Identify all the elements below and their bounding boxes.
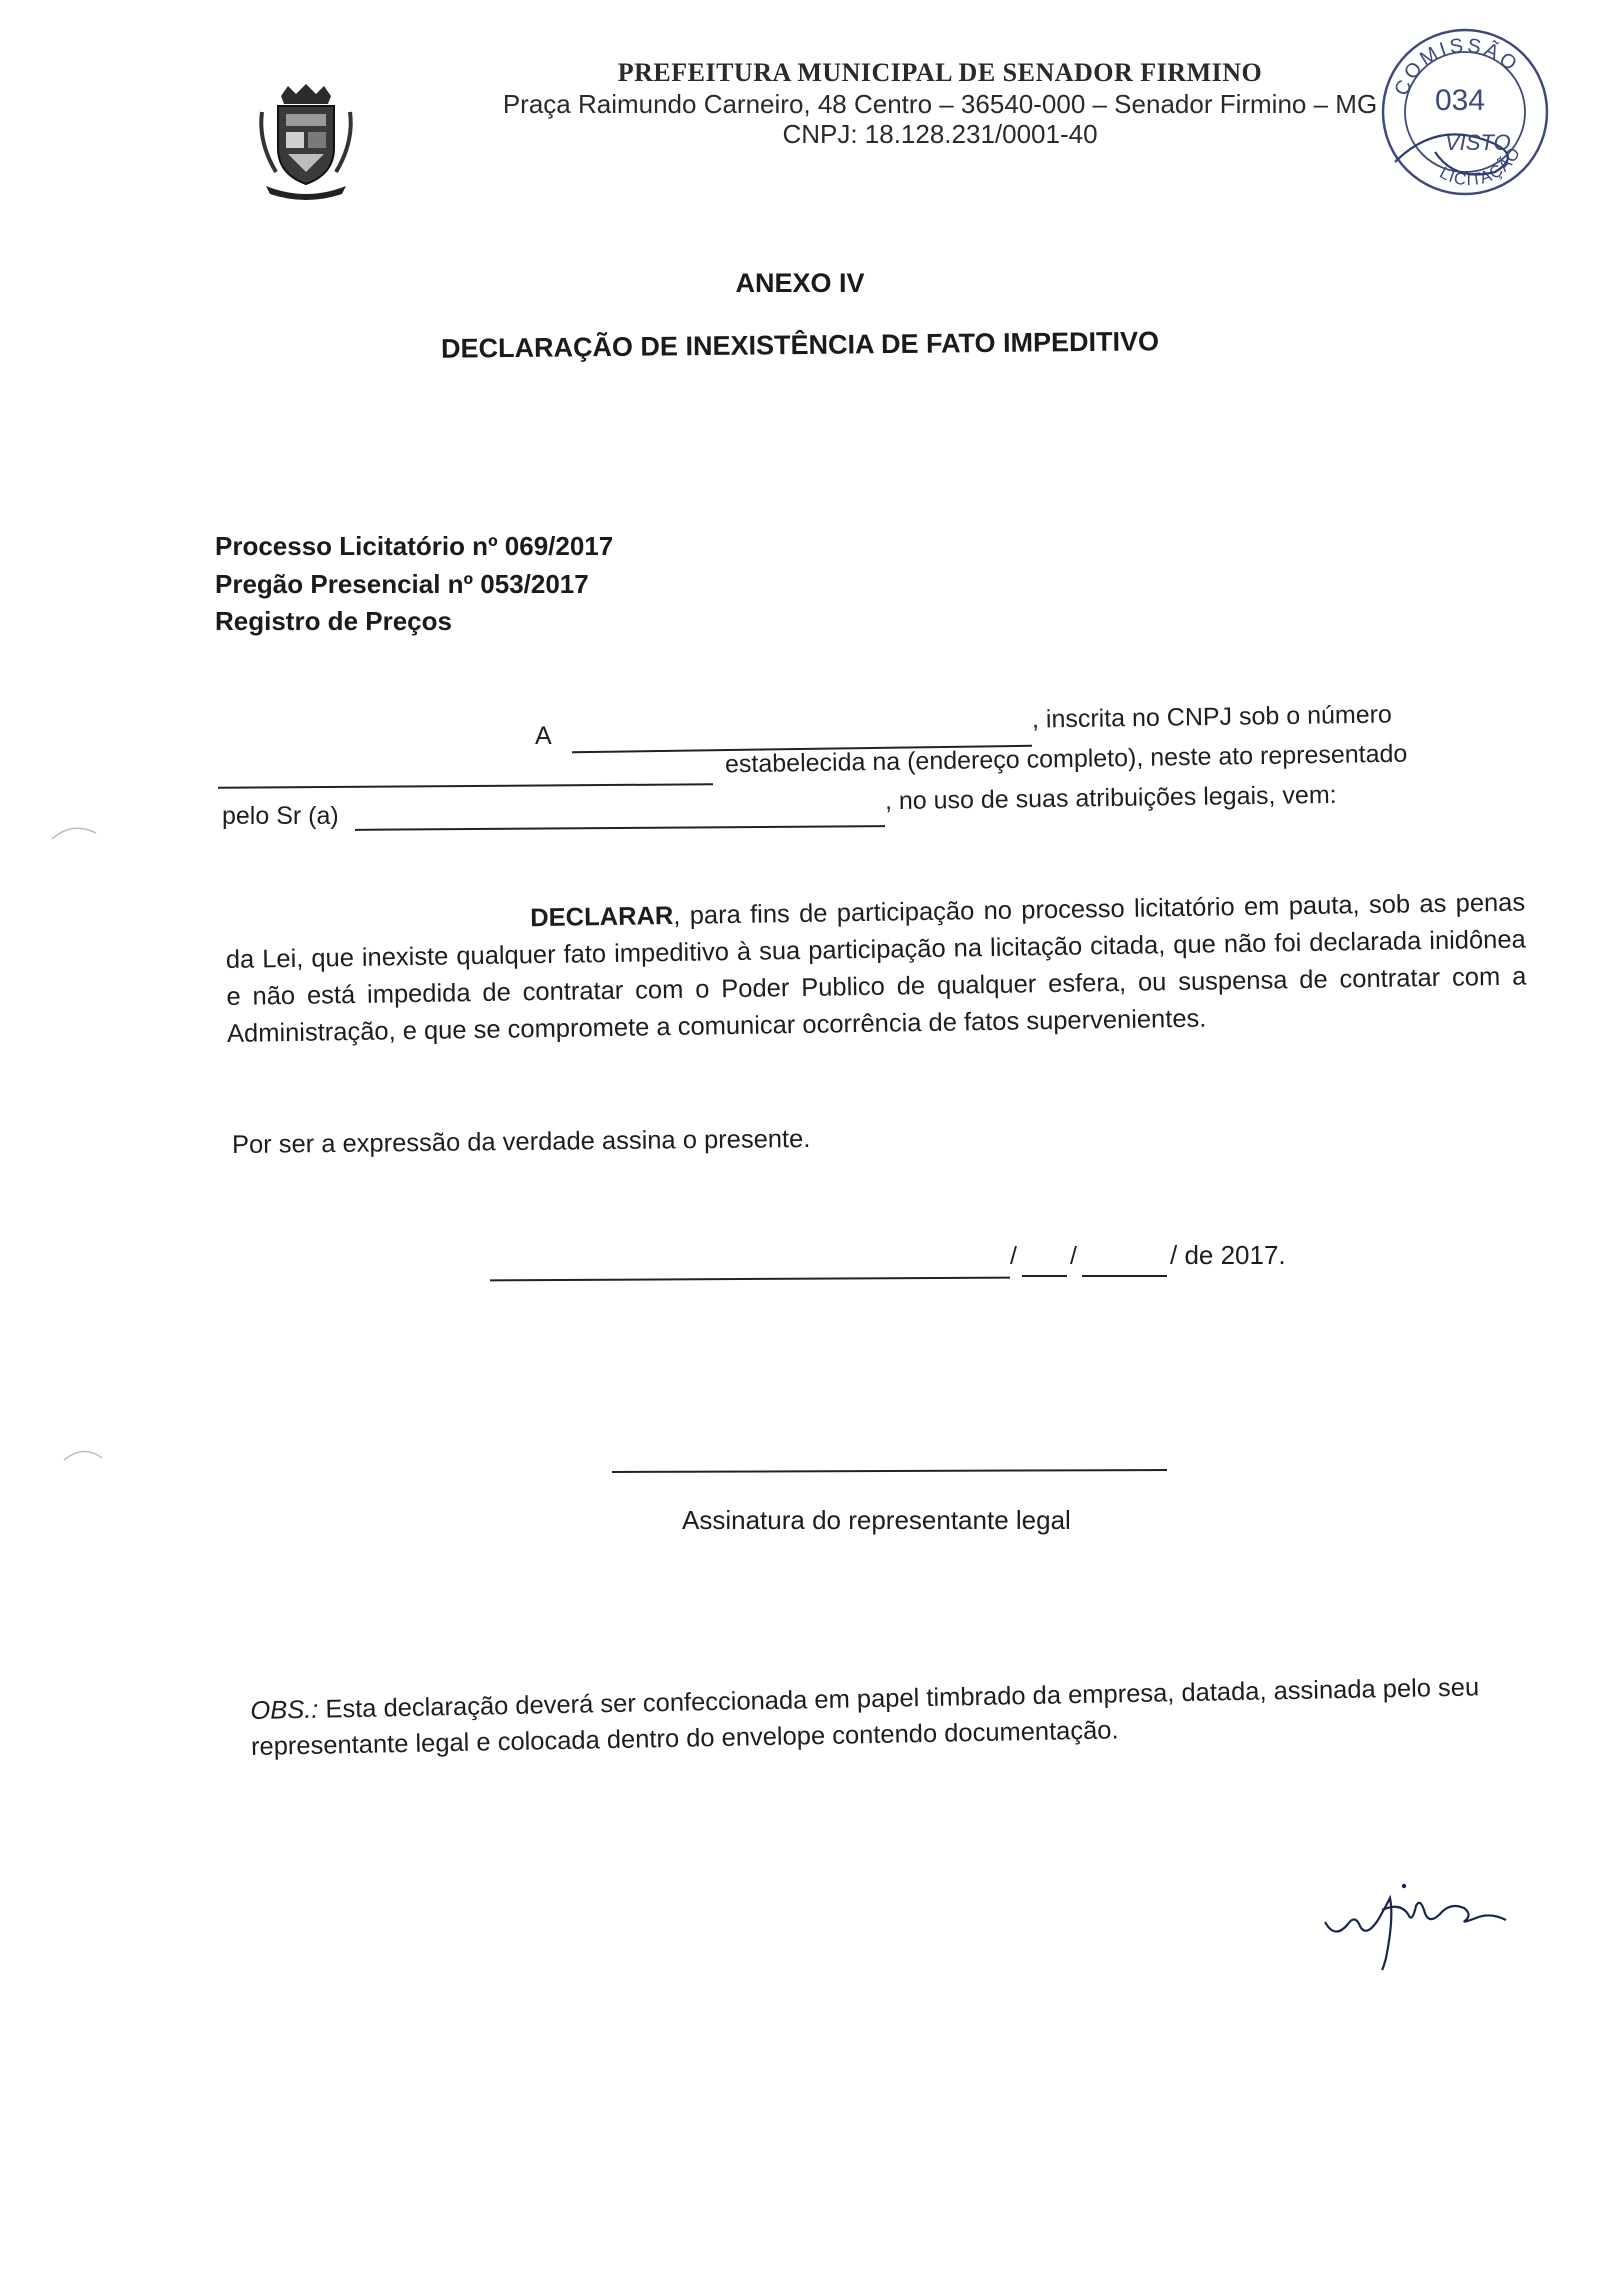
company-a-label: A — [535, 722, 552, 750]
stamp-middle-text: VISTO — [1445, 130, 1511, 155]
hole-punch-mark — [62, 1440, 122, 1470]
declaration-paragraph — [225, 885, 1527, 1053]
month-blank[interactable] — [1082, 1275, 1167, 1277]
date-separator-1: / — [1010, 1242, 1017, 1270]
municipal-crest-logo — [256, 82, 356, 202]
letterhead — [440, 58, 1440, 150]
institution-cnpj: CNPJ: 18.128.231/0001-40 — [782, 119, 1098, 150]
stamp-top-text: COMISSÃO — [1390, 34, 1524, 99]
declaration-title: DECLARAÇÃO DE INEXISTÊNCIA DE FATO IMPEDITIVO — [440, 326, 1160, 364]
declaration-lead: DECLARAR — [530, 901, 674, 933]
handwritten-initials — [1320, 1862, 1520, 1972]
place-blank[interactable] — [490, 1277, 1010, 1282]
cnpj-number-blank[interactable] — [218, 783, 713, 788]
obs-label: OBS.: — [250, 1695, 319, 1725]
process-number: Processo Licitatório nº 069/2017 — [215, 531, 614, 561]
cnpj-registration-text: , inscrita no CNPJ sob o número — [1031, 700, 1393, 734]
declaration-body: , para fins de participação no processo licitatório em pauta, sob as penas da Lei, que inexiste qualquer fato impeditivo à sua participação na licitação citada, que não foi declarada inidônea e não está impedida de contratar com o Poder Publico de qualquer esfera, ou suspensa de contratar com a Administração, e que se compromete a comunicar ocorrência de fatos supervenientes. — [225, 888, 1527, 1048]
obs-text: Esta declaração deverá ser confeccionada em papel timbrado da empresa, datada, assinada pelo seu representante legal e colocada dentro do envelope contendo documentação. — [250, 1673, 1480, 1761]
observation-note — [250, 1668, 1551, 1765]
address-text: estabelecida na (endereço completo), neste ato representado — [724, 739, 1408, 779]
annex-title: ANEXO IV — [735, 268, 865, 298]
signature-line[interactable] — [612, 1469, 1167, 1473]
representative-label: pelo Sr (a) — [222, 802, 339, 830]
date-separator-2: / — [1070, 1242, 1077, 1270]
legal-powers-text: , no uso de suas atribuições legais, vem: — [884, 780, 1337, 816]
stamp-bottom-text: LICITAÇÃO — [1436, 143, 1525, 190]
signature-caption: Assinatura do representante legal — [682, 1505, 1071, 1535]
closing-statement: Por ser a expressão da verdade assina o presente. — [231, 1124, 811, 1160]
hole-punch-mark — [50, 815, 110, 845]
date-year-suffix: / de 2017. — [1170, 1240, 1286, 1270]
institution-address: Praça Raimundo Carneiro, 48 Centro – 36540-000 – Senador Firmino – MG — [502, 88, 1378, 119]
stamp-number: 034 — [1435, 84, 1486, 117]
process-info — [215, 528, 613, 641]
representative-name-blank[interactable] — [355, 825, 885, 831]
day-blank[interactable] — [1022, 1275, 1067, 1277]
institution-name: PREFEITURA MUNICIPAL DE SENADOR FIRMINO — [617, 58, 1263, 87]
price-registry: Registro de Preços — [215, 606, 452, 637]
auction-number: Pregão Presencial nº 053/2017 — [215, 568, 589, 599]
commission-stamp — [1375, 22, 1555, 202]
